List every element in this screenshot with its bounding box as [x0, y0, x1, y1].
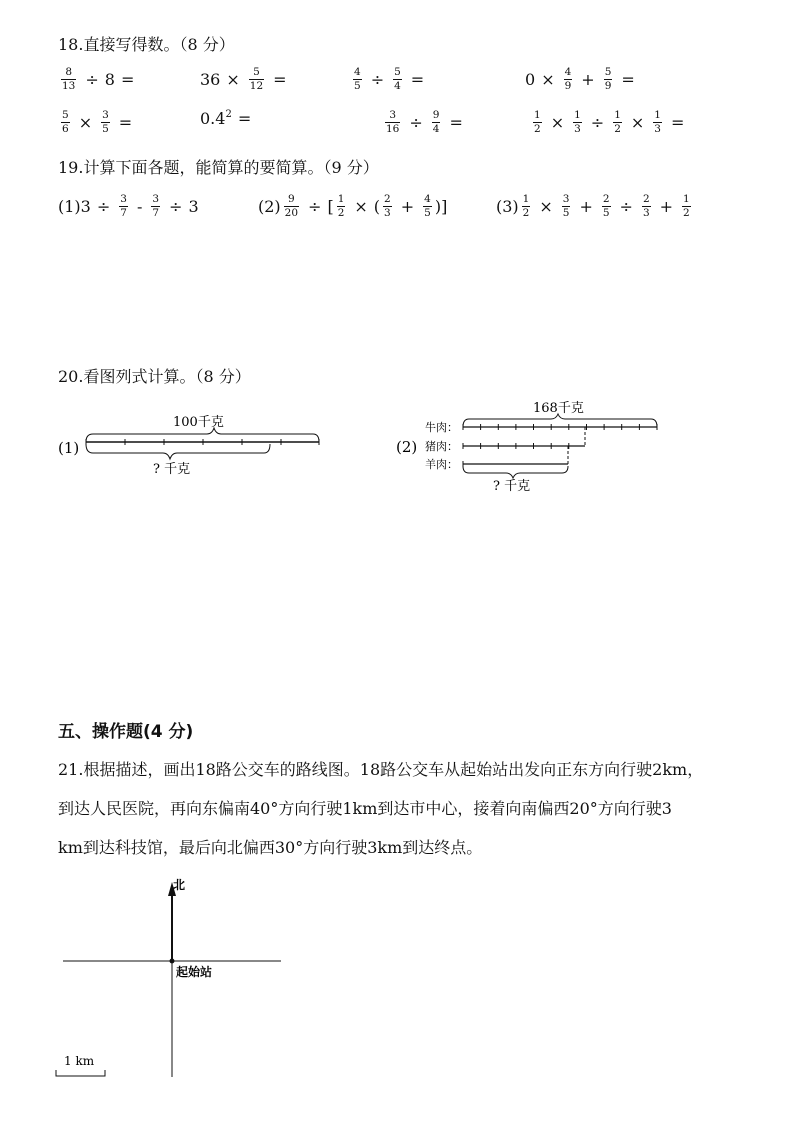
q21-map	[50, 870, 290, 1085]
q18-expr-3: $\frac{4}{5}$ ÷ $\frac{5}{4}$ =	[354, 66, 425, 92]
section-5-title: 五、操作题(4 分)	[58, 722, 194, 742]
diagram-1-bottom-label: ? 千克	[153, 462, 191, 477]
q18-expr-4: 0 × $\frac{4}{9}$ + $\frac{5}{9}$ =	[525, 66, 635, 92]
diagram-2-bottom-label: ? 千克	[493, 479, 531, 494]
scale-label: 1 km	[64, 1054, 95, 1068]
q21-line-2: 到达人民医院，再向东偏南40°方向行驶1km到达市中心，接着向南偏西20°方向行驶3	[58, 799, 672, 818]
diagram-2-bottom-brace	[463, 466, 568, 478]
diagram-1-top-label: 100千克	[173, 415, 224, 430]
q21-line-3: km到达科技馆，最后向北偏西30°方向行驶3km到达终点。	[58, 838, 483, 857]
pork-label: 猪肉：	[425, 440, 458, 453]
q18-expr-6: 0.4 $^2$ =	[200, 109, 252, 128]
diagram-1-label: (1)	[58, 439, 80, 457]
q18-expr-2: 36 × $\frac{5}{12}$ =	[200, 66, 287, 92]
start-point	[170, 959, 175, 964]
q21-text	[58, 755, 778, 863]
diagram-2-label: (2)	[396, 438, 418, 456]
q19-problem-3: (3) $\frac{1}{2}$ × $\frac{3}{5}$ + $\frac{2}{5}$ ÷ $\frac{2}{3}$ + $\frac{1}{2}$	[496, 193, 690, 219]
q21-line-1: 21.根据描述，画出18路公交车的路线图。18路公交车从起始站出发向正东方向行驶2km，	[58, 760, 704, 779]
q19-problem-2: (2) $\frac{9}{20}$ ÷ [ $\frac{1}{2}$ × ( $\frac{2}{3}$ + $\frac{4}{5}$ ) ]	[258, 193, 448, 219]
q19-problem-1: (1) 3 ÷ $\frac{3}{7}$ - $\frac{3}{7}$ ÷ 3	[58, 193, 199, 219]
q18-expr-5: $\frac{5}{6}$ × $\frac{3}{5}$ =	[62, 109, 133, 135]
start-label: 起始站	[176, 965, 213, 979]
diagram-2-top-label: 168千克	[533, 401, 584, 416]
q20-diagram-2	[393, 396, 668, 496]
diagram-1-bottom-brace	[86, 444, 270, 459]
q18-expr-7: $\frac{3}{16}$ ÷ $\frac{9}{4}$ =	[386, 109, 463, 135]
scale-bar	[56, 1070, 105, 1076]
north-label: 北	[173, 878, 186, 892]
mutton-label: 羊肉：	[425, 458, 458, 471]
q20-diagram-1	[55, 400, 345, 480]
q20-title: 20.看图列式计算。（8 分）	[58, 367, 251, 386]
q18-expr-8: $\frac{1}{2}$ × $\frac{1}{3}$ ÷ $\frac{1}{2}$ × $\frac{1}{3}$ =	[534, 109, 685, 135]
q19-title: 19.计算下面各题，能简算的要简算。（9 分）	[58, 158, 379, 177]
q18-expr-1: $\frac{8}{13}$ ÷ 8 =	[62, 66, 135, 92]
beef-label: 牛肉：	[425, 421, 458, 434]
q18-title: 18.直接写得数。（8 分）	[58, 35, 235, 54]
